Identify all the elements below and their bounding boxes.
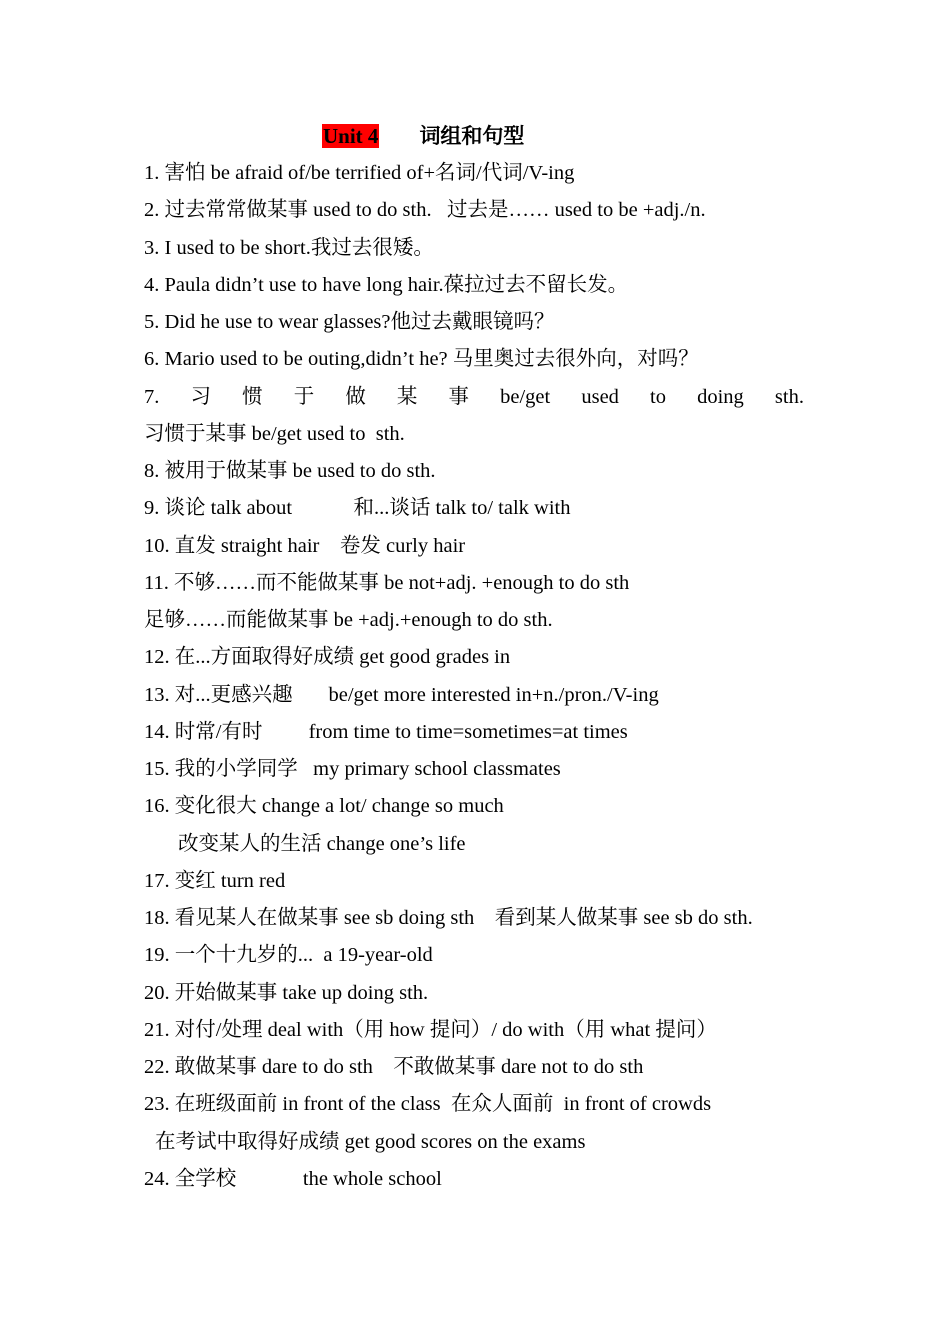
list-item: 23. 在班级面前 in front of the class 在众人面前 in front of crowds	[144, 1093, 712, 1116]
list-item-justified	[144, 379, 804, 416]
list-item: 15. 我的小学同学 my primary school classmates	[144, 758, 561, 780]
list-item: 21. 对付/处理 deal with（用 how 提问）/ do with（用 what 提问）	[144, 1018, 717, 1041]
word: 惯	[242, 385, 263, 408]
list-item: 改变某人的生活 change one’s life	[178, 832, 466, 855]
word: doing	[697, 385, 744, 408]
list-item: 8. 被用于做某事 be used to do sth.	[144, 460, 436, 482]
list-item: 10. 直发 straight hair 卷发 curly hair	[144, 534, 466, 557]
title-heading: 词组和句型	[419, 124, 525, 148]
list-item: 5. Did he use to wear glasses?他过去戴眼镜吗？	[144, 311, 555, 333]
list-item: 习惯于某事 be/get used to sth.	[144, 422, 405, 445]
list-item: 11. 不够……而不能做某事 be not+adj. +enough to do sth	[144, 571, 630, 594]
list-item: 在考试中取得好成绩 get good scores on the exams	[155, 1130, 586, 1153]
list-item: 18. 看见某人在做某事 see sb doing sth 看到某人做某事 see sb do sth.	[144, 907, 753, 929]
list-item: 22. 敢做某事 dare to do sth 不敢做某事 dare not to do sth	[144, 1056, 644, 1078]
list-item: 2. 过去常常做某事 used to do sth. 过去是…… used to be +adj./n.	[144, 199, 706, 222]
word: 做	[345, 385, 366, 408]
list-item: 4. Paula didn’t use to have long hair.葆拉过去不留长发。	[144, 273, 629, 296]
list-item: 14. 时常/有时 from time to time=sometimes=at times	[144, 720, 628, 743]
list-item: 16. 变化很大 change a lot/ change so much	[144, 795, 504, 818]
list-item: 24. 全学校 the whole school	[144, 1167, 442, 1190]
list-item: 12. 在...方面取得好成绩 get good grades in	[144, 646, 511, 669]
word: 习	[190, 385, 211, 408]
word: 某	[396, 385, 418, 408]
word: be/get	[500, 385, 551, 408]
word: to	[650, 385, 666, 408]
list-item: 9. 谈论 talk about 和...谈话 talk to/ talk with	[144, 497, 571, 520]
list-item: 13. 对...更感兴趣 be/get more interested in+n./pron./V-ing	[144, 683, 659, 706]
word: 于	[293, 385, 315, 408]
list-item: 3. I used to be short.我过去很矮。	[144, 236, 434, 259]
list-item: 足够……而能做某事 be +adj.+enough to do sth.	[144, 609, 553, 631]
word: 事	[448, 385, 470, 408]
list-item: 6. Mario used to be outing,didn’t he? 马里奥过去很外向，对吗？	[144, 348, 699, 371]
list-item: 20. 开始做某事 take up doing sth.	[144, 981, 429, 1004]
word: used	[581, 385, 619, 408]
word: sth.	[774, 385, 804, 408]
unit-label: Unit 4	[323, 124, 379, 148]
list-item: 19. 一个十九岁的... a 19-year-old	[144, 944, 433, 967]
word: 7.	[144, 385, 160, 408]
page-title	[322, 121, 524, 151]
list-item: 1. 害怕 be afraid of/be terrified of+名词/代词/V-ing	[144, 162, 575, 184]
list-item: 17. 变红 turn red	[144, 869, 286, 892]
phrase-list	[144, 155, 804, 1198]
